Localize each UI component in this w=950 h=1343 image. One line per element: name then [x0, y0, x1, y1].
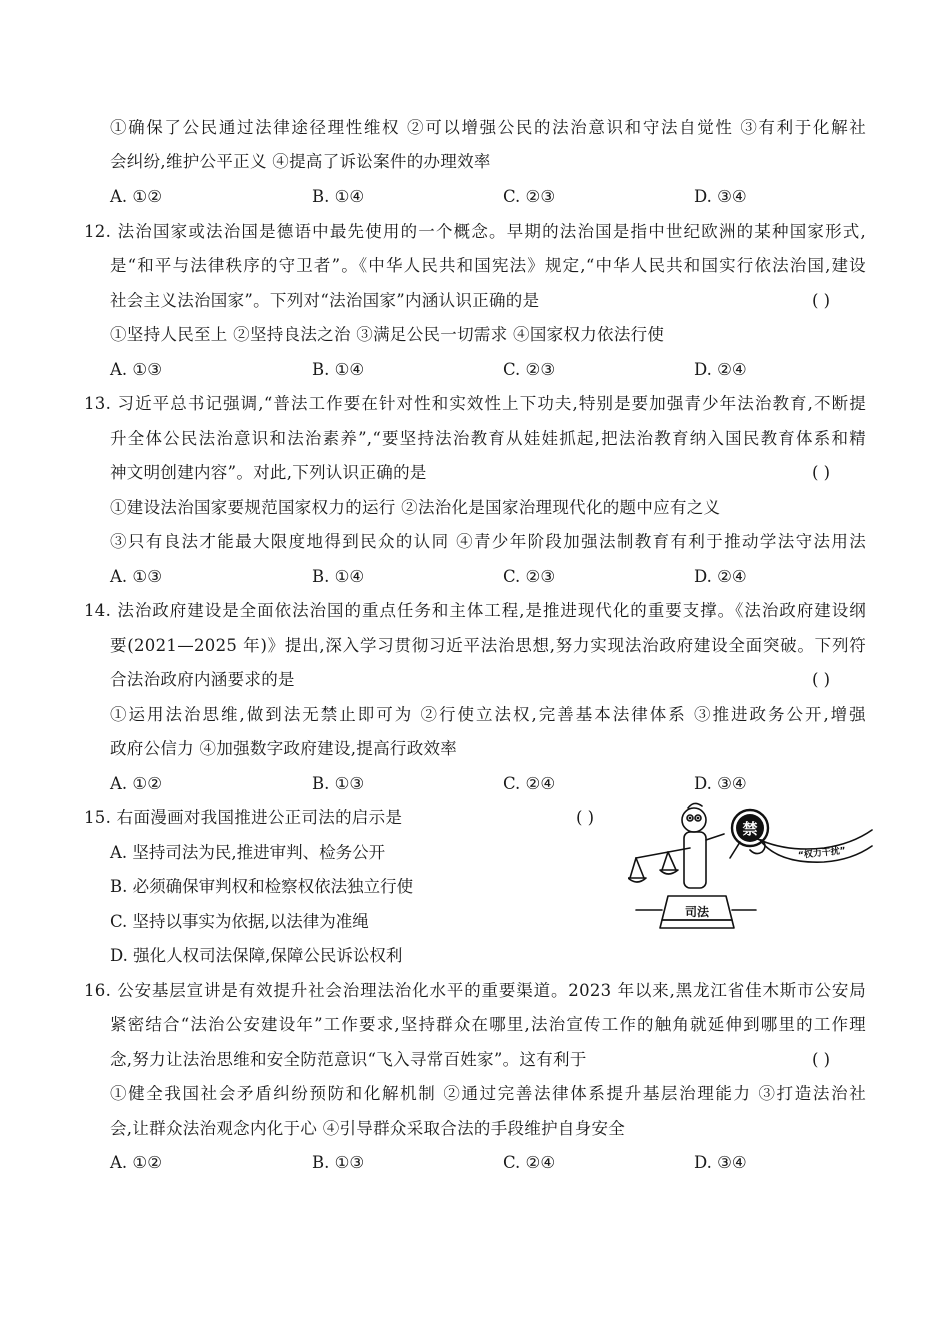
q15-stem: 15. 右面漫画对我国推进公正司法的启示是	[84, 808, 403, 827]
q15-option-c: C. 坚持以事实为依据,以法律为准绳	[110, 912, 369, 931]
q12-stem-line3: 社会主义法治国家”。下列对“法治国家”内涵认识正确的是	[110, 291, 540, 310]
q16-option-a: A. ①②	[110, 1153, 162, 1172]
q16-stem-line2: 紧密结合“法治公安建设年”工作要求,坚持群众在哪里,法治宣传工作的触角就延伸到哪里的工作理	[110, 1015, 866, 1034]
q14-stem-line2: 要(2021—2025 年)》提出,深入学习贯彻习近平法治思想,努力实现法治政府建设全面突破。下列符	[110, 636, 866, 655]
q14-option-d: D. ③④	[694, 774, 747, 793]
q14-option-b: B. ①③	[312, 774, 365, 793]
q11-option-c: C. ②③	[503, 187, 556, 206]
q14-answer-paren: ( )	[812, 670, 831, 689]
q16-stem-line1: 16. 公安基层宣讲是有效提升社会治理法治化水平的重要渠道。2023 年以来,黑龙江省佳木斯市公安局	[84, 981, 866, 1000]
q15-option-d: D. 强化人权司法保障,保障公民诉讼权利	[110, 946, 403, 965]
q14-stem-line3: 合法治政府内涵要求的是	[110, 670, 295, 689]
q15-answer-paren: ( )	[576, 808, 595, 827]
q12-option-c: C. ②③	[503, 360, 556, 379]
q12-stem-line2: 是“和平与法律秩序的守卫者”。《中华人民共和国宪法》规定,“中华人民共和国实行依法治国,建设	[110, 256, 866, 275]
cartoon-judicial-base-label: 司法	[684, 905, 710, 919]
q13-option-c: C. ②③	[503, 567, 556, 586]
q16-statements-line2: 会,让群众法治观念内化于心 ④引导群众采取合法的手段维护自身安全	[110, 1119, 626, 1138]
q15-option-b: B. 必须确保审判权和检察权依法独立行使	[110, 877, 414, 896]
q14-stem-line1: 14. 法治政府建设是全面依法治国的重点任务和主体工程,是推进现代化的重要支撑。《法治政府建设纲	[84, 601, 866, 620]
q14-statements-line1: ①运用法治思维,做到法无禁止即可为 ②行使立法权,完善基本法律体系 ③推进政务公开,增强	[110, 705, 866, 724]
q13-option-a: A. ①③	[110, 567, 162, 586]
q13-statements-line2: ③只有良法才能最大限度地得到民众的认同 ④青少年阶段加强法制教育有利于推动学法守法用法	[110, 532, 866, 551]
q13-answer-paren: ( )	[812, 463, 831, 482]
q16-stem-line3: 念,努力让法治思维和安全防范意识“飞入寻常百姓家”。这有利于	[110, 1050, 587, 1069]
q13-stem-line2: 升全体公民法治意识和法治素养”,“要坚持法治教育从娃娃抓起,把法治教育纳入国民教育体系和精	[110, 429, 866, 448]
q16-option-c: C. ②④	[503, 1153, 556, 1172]
justice-cartoon-illustration	[628, 800, 874, 934]
q12-option-b: B. ①④	[312, 360, 365, 379]
q16-option-b: B. ①③	[312, 1153, 365, 1172]
q12-statements: ①坚持人民至上 ②坚持良法之治 ③满足公民一切需求 ④国家权力依法行使	[110, 325, 665, 344]
q11-option-d: D. ③④	[694, 187, 747, 206]
q12-answer-paren: ( )	[812, 291, 831, 310]
q12-stem-line1: 12. 法治国家或法治国是德语中最先使用的一个概念。早期的法治国是指中世纪欧洲的某种国家形式,	[84, 222, 866, 241]
q11-option-a: A. ①②	[110, 187, 162, 206]
q13-option-b: B. ①④	[312, 567, 365, 586]
q14-statements-line2: 政府公信力 ④加强数字政府建设,提高行政效率	[110, 739, 458, 758]
q14-option-c: C. ②④	[503, 774, 556, 793]
cartoon-ban-sign-text: 禁	[742, 820, 758, 838]
q11-statements-line2: 会纠纷,维护公平正义 ④提高了诉讼案件的办理效率	[110, 152, 491, 171]
q16-statements-line1: ①健全我国社会矛盾纠纷预防和化解机制 ②通过完善法律体系提升基层治理能力 ③打造法治社	[110, 1084, 866, 1103]
cartoon-power-interference-label: “权力干扰”	[797, 846, 847, 862]
q13-statements-line1: ①建设法治国家要规范国家权力的运行 ②法治化是国家治理现代化的题中应有之义	[110, 498, 721, 517]
q12-option-d: D. ②④	[694, 360, 747, 379]
q12-option-a: A. ①③	[110, 360, 162, 379]
q15-option-a: A. 坚持司法为民,推进审判、检务公开	[110, 843, 386, 862]
q16-option-d: D. ③④	[694, 1153, 747, 1172]
q13-stem-line1: 13. 习近平总书记强调,“普法工作要在针对性和实效性上下功夫,特别是要加强青少年法治教育,不断提	[84, 394, 866, 413]
q16-answer-paren: ( )	[812, 1050, 831, 1069]
q13-option-d: D. ②④	[694, 567, 747, 586]
q11-option-b: B. ①④	[312, 187, 365, 206]
q14-option-a: A. ①②	[110, 774, 162, 793]
q13-stem-line3: 神文明创建内容”。对此,下列认识正确的是	[110, 463, 427, 482]
q11-statements-line1: ①确保了公民通过法律途径理性维权 ②可以增强公民的法治意识和守法自觉性 ③有利于化解社	[110, 118, 866, 137]
